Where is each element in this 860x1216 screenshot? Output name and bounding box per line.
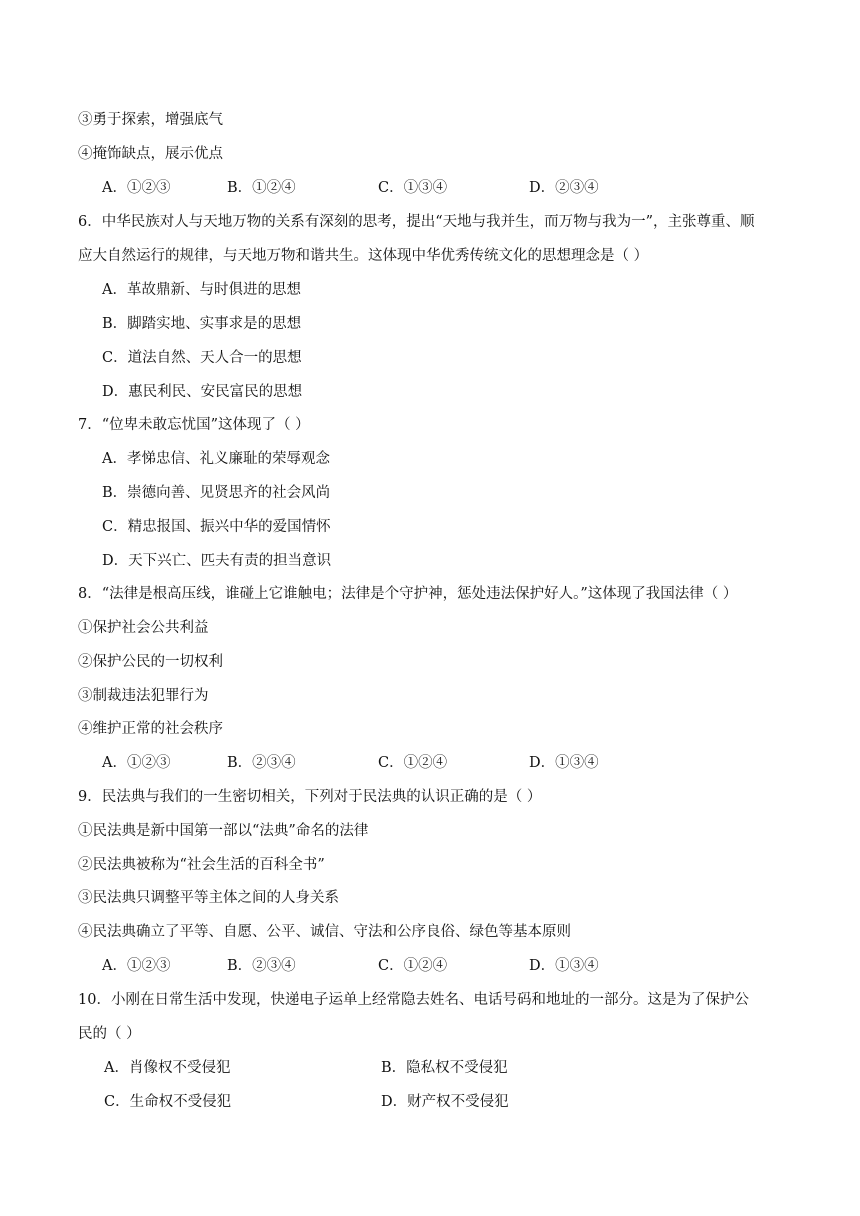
q5-option-d[interactable]: D．②③④	[529, 180, 599, 196]
q7-option-b[interactable]: B．崇德向善、见贤思齐的社会风尚	[102, 485, 331, 501]
q10-option-b[interactable]: B．隐私权不受侵犯	[381, 1060, 508, 1076]
q8-statement-1: ①保护社会公共利益	[78, 620, 209, 636]
q6-option-d[interactable]: D．惠民利民、安民富民的思想	[102, 384, 303, 400]
q7-stem: 7．“位卑未敢忘忧国”这体现了（ ）	[78, 417, 310, 433]
q5-option-b[interactable]: B．①②④	[227, 180, 296, 196]
q9-option-c[interactable]: C．①②④	[378, 958, 448, 974]
q9-statement-3: ③民法典只调整平等主体之间的人身关系	[78, 890, 339, 906]
q6-stem-line-2: 应大自然运行的规律，与天地万物和谐共生。这体现中华优秀传统文化的思想理念是（ ）	[78, 248, 649, 264]
q6-option-b[interactable]: B．脚踏实地、实事求是的思想	[102, 316, 302, 332]
q9-option-b[interactable]: B．②③④	[227, 958, 296, 974]
q8-option-d[interactable]: D．①③④	[529, 755, 599, 771]
q9-statement-1: ①民法典是新中国第一部以“法典”命名的法律	[78, 823, 369, 839]
q9-stem: 9．民法典与我们的一生密切相关，下列对于民法典的认识正确的是（ ）	[78, 789, 542, 805]
q8-statement-2: ②保护公民的一切权利	[78, 654, 223, 670]
q7-option-d[interactable]: D．天下兴亡、匹夫有责的担当意识	[102, 553, 332, 569]
q7-option-a[interactable]: A．孝悌忠信、礼义廉耻的荣辱观念	[102, 451, 330, 467]
q6-stem-line-1: 6．中华民族对人与天地万物的关系有深刻的思考，提出“天地与我并生，而万物与我为一”，主张尊重、顺	[78, 214, 755, 230]
q5-statement-3: ③勇于探索，增强底气	[78, 112, 223, 128]
q8-option-b[interactable]: B．②③④	[227, 755, 296, 771]
q10-options-row-1	[104, 1058, 804, 1078]
q10-option-c[interactable]: C．生命权不受侵犯	[104, 1094, 232, 1110]
q7-option-c[interactable]: C．精忠报国、振兴中华的爱国情怀	[102, 519, 331, 535]
q10-stem-line-1: 10．小刚在日常生活中发现，快递电子运单上经常隐去姓名、电话号码和地址的一部分。这是为了保护公	[78, 992, 749, 1008]
q8-option-c[interactable]: C．①②④	[378, 755, 448, 771]
q9-option-d[interactable]: D．①③④	[529, 958, 599, 974]
q10-stem-line-2: 民的（ ）	[78, 1026, 141, 1042]
q9-options	[102, 956, 802, 976]
q6-option-a[interactable]: A．革故鼎新、与时俱进的思想	[102, 282, 301, 298]
q9-option-a[interactable]: A．①②③	[102, 958, 171, 974]
q8-stem: 8．“法律是根高压线，谁碰上它谁触电；法律是个守护神，惩处违法保护好人。”这体现了我国法律（ ）	[78, 586, 738, 602]
q9-statement-4: ④民法典确立了平等、自愿、公平、诚信、守法和公序良俗、绿色等基本原则	[78, 924, 571, 940]
q8-option-a[interactable]: A．①②③	[102, 755, 171, 771]
q5-statement-4: ④掩饰缺点，展示优点	[78, 146, 223, 162]
q8-statement-3: ③制裁违法犯罪行为	[78, 688, 209, 704]
q8-options	[102, 753, 802, 773]
q9-statement-2: ②民法典被称为“社会生活的百科全书”	[78, 857, 325, 873]
q10-option-d[interactable]: D．财产权不受侵犯	[381, 1094, 509, 1110]
q6-option-c[interactable]: C．道法自然、天人合一的思想	[102, 350, 302, 366]
q10-option-a[interactable]: A．肖像权不受侵犯	[104, 1060, 231, 1076]
q10-options-row-2	[104, 1092, 804, 1112]
q5-option-a[interactable]: A．①②③	[102, 180, 171, 196]
q5-option-c[interactable]: C．①③④	[378, 180, 448, 196]
q8-statement-4: ④维护正常的社会秩序	[78, 721, 223, 737]
q5-options	[102, 178, 802, 198]
